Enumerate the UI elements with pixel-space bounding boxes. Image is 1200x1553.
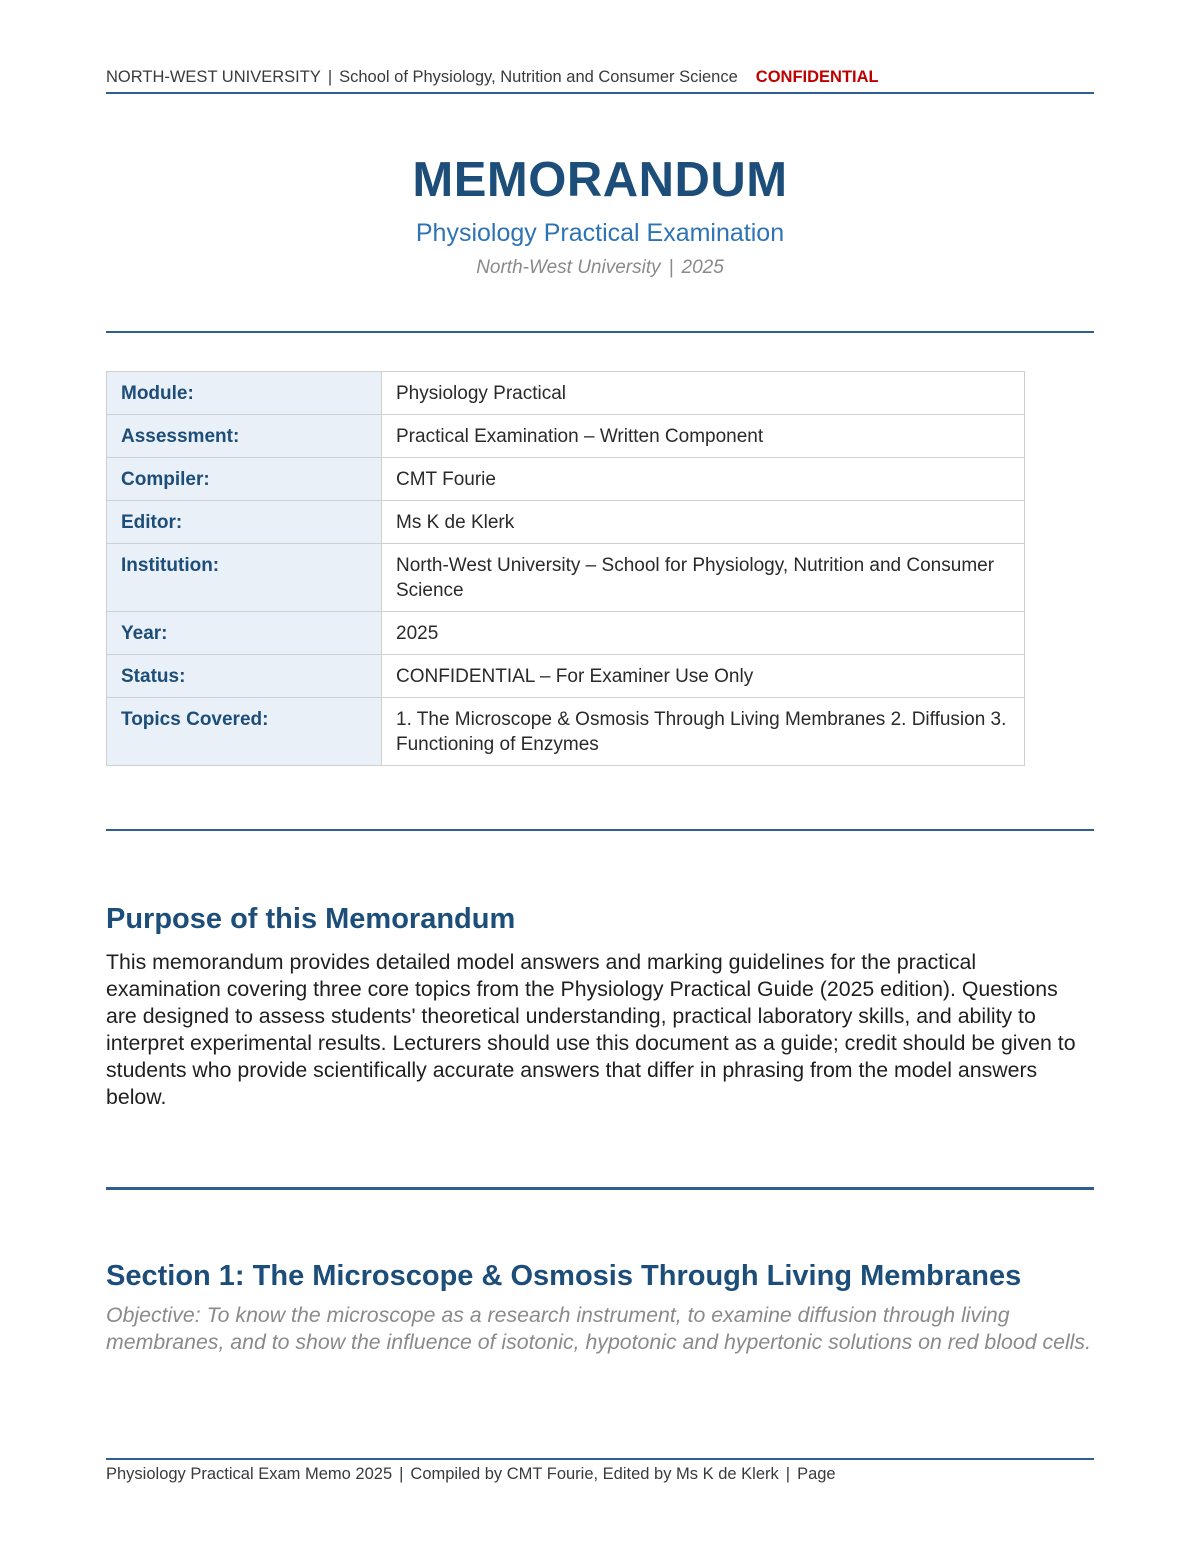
confidential-label: CONFIDENTIAL — [755, 68, 879, 86]
purpose-section — [106, 901, 1094, 1111]
row-label: Compiler: — [107, 458, 382, 501]
table-row — [107, 372, 1025, 415]
table-row — [107, 458, 1025, 501]
row-value: CMT Fourie — [382, 458, 1025, 501]
meta-institution: North-West University — [476, 257, 661, 278]
footer-credits: Compiled by CMT Fourie, Edited by Ms K de Klerk — [410, 1465, 779, 1483]
purpose-body: This memorandum provides detailed model answers and marking guidelines for the practical examination covering three core topics from the Physiology Practical Guide (2025 edition). Questions are designed to assess students' theoretical understanding, practical laboratory skills, and ability to interpret experimental results. Lecturers should use this document as a guide; credit should be given to students who provide scientifically accurate answers that differ in phrasing from the model answers below. — [106, 950, 1076, 1109]
section-1-heading: Section 1: The Microscope & Osmosis Through Living Membranes — [106, 1260, 1022, 1292]
row-value: Ms K de Klerk — [382, 501, 1025, 544]
footer-separator: | — [785, 1465, 791, 1483]
row-label: Module: — [107, 372, 382, 415]
document-meta — [106, 256, 1094, 280]
footer-page-label: Page — [797, 1465, 836, 1483]
divider-rule — [106, 331, 1094, 333]
divider-rule — [106, 1187, 1094, 1190]
row-value: CONFIDENTIAL – For Examiner Use Only — [382, 655, 1025, 698]
footer-doc-name: Physiology Practical Exam Memo 2025 — [106, 1465, 393, 1483]
table-row — [107, 655, 1025, 698]
footer-separator: | — [399, 1465, 404, 1483]
header-school: School of Physiology, Nutrition and Consumer Science — [339, 68, 738, 86]
row-label: Topics Covered: — [107, 698, 382, 766]
table-row — [107, 698, 1025, 766]
divider-rule — [106, 829, 1094, 831]
row-label: Institution: — [107, 544, 382, 612]
row-label: Editor: — [107, 501, 382, 544]
section-1-objective: Objective: To know the microscope as a research instrument, to examine diffusion through living membranes, and to show the influence of isotonic, hypotonic and hypertonic solutions on red blood cells. — [106, 1303, 1091, 1354]
table-row — [107, 544, 1025, 612]
document-title: MEMORANDUM — [412, 153, 788, 207]
page-footer — [106, 1458, 1094, 1484]
table-row — [107, 612, 1025, 655]
meta-year: 2025 — [681, 257, 724, 278]
row-value: Physiology Practical — [382, 372, 1025, 415]
table-row — [107, 501, 1025, 544]
row-label: Year: — [107, 612, 382, 655]
row-value: North-West University – School for Physiology, Nutrition and Consumer Science — [382, 544, 1025, 612]
title-block — [106, 150, 1094, 280]
row-label: Assessment: — [107, 415, 382, 458]
header-separator: | — [327, 68, 333, 86]
purpose-heading: Purpose of this Memorandum — [106, 903, 516, 935]
table-row — [107, 415, 1025, 458]
row-value: 1. The Microscope & Osmosis Through Living Membranes 2. Diffusion 3. Functioning of Enzymes — [382, 698, 1025, 766]
header-university: NORTH-WEST UNIVERSITY — [106, 68, 321, 86]
info-table — [106, 371, 1025, 766]
meta-separator: | — [668, 257, 674, 278]
page-header — [106, 68, 1094, 94]
row-label: Status: — [107, 655, 382, 698]
row-value: 2025 — [382, 612, 1025, 655]
row-value: Practical Examination – Written Component — [382, 415, 1025, 458]
document-subtitle: Physiology Practical Examination — [415, 219, 785, 247]
section-1 — [106, 1258, 1094, 1356]
